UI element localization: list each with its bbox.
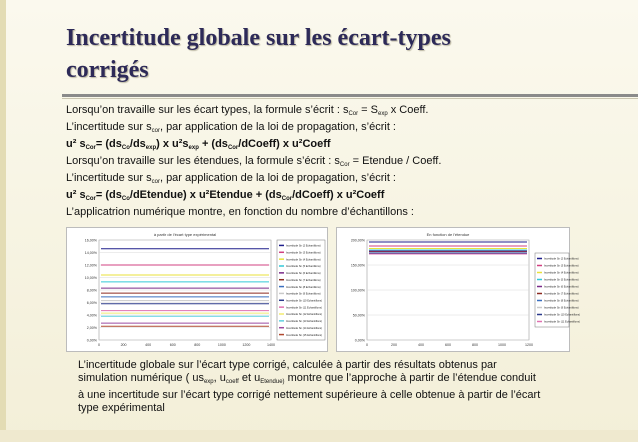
legend-entry: Incertitude Sn (3 Echantillons) [544, 264, 579, 268]
y-tick-label: 16,00% [84, 238, 97, 243]
x-tick-label: 0 [366, 343, 368, 347]
legend-entry: Incertitude Sn (7 Echantillons) [544, 292, 579, 296]
legend-entry: Incertitude Sn (9 Echantillons) [286, 292, 321, 296]
paragraph-etendues: Lorsqu’on travaille sur les étendues, la formule s’écrit : $s_{Cor}$ = Etendue / Coeff. [66, 155, 442, 168]
legend-entry: Incertitude Sn (11 Echantillons) [544, 320, 580, 324]
conclusion-line-2: simulation numérique ( $us_{exp}$, $u_{coeff}$ et $u_{Etendue)}$ montre que l’approche à partir de l’étendue conduit [78, 372, 536, 385]
legend-entry: Incertitude Sn (13 Echantillons) [286, 320, 323, 324]
slide-title-line2: corrigés [66, 57, 149, 83]
y-tick-label: 50,00% [352, 313, 365, 318]
title-divider [62, 94, 638, 97]
y-tick-label: 200,00% [350, 238, 365, 243]
y-tick-label: 10,00% [84, 276, 97, 280]
legend-entry: Incertitude Sn (5 Echantillons) [286, 265, 321, 269]
x-tick-label: 1200 [242, 343, 251, 347]
y-tick-label: 0,00% [86, 338, 97, 343]
slide-title-line1: Incertitude globale sur les écart-types [66, 25, 451, 51]
conclusion-line-4: type expérimental [78, 402, 165, 414]
paragraph-propagation-2: L’incertitude sur $s_{cor}$, par application de la loi de propagation, s’écrit : [66, 172, 396, 185]
conclusion-line-3: à une incertitude sur l’écart type corrigé nettement supérieure à celle obtenue à partir de l’écart [78, 389, 541, 401]
y-tick-label: 4,00% [86, 313, 97, 318]
paragraph-application: L’applicatrion numérique montre, en fonction du nombre d’échantillons : [66, 206, 414, 218]
legend-entry: Incertitude Sn (6 Echantillons) [544, 285, 579, 289]
formula-ecart-types: u² $s_{Cor}= (ds_{Co}/ds_{exp})$ x $u^2s_{exp}$ + $(ds_{Cor}/dCoeff)$ x u²Coeff [66, 138, 331, 151]
legend-entry: Incertitude Sn (4 Echantillons) [286, 258, 321, 262]
x-tick-label: 200 [120, 343, 127, 347]
legend-entry: Incertitude Sn (12 Echantillons) [286, 313, 323, 317]
conclusion-line-1: L’incertitude globale sur l’écart type corrigé, calculée à partir des résultats obtenus par [78, 359, 497, 371]
y-tick-label: 14,00% [84, 251, 97, 255]
chart-title: à partir de l'écart type expérimental [153, 232, 217, 237]
chart-title: En fonction de l'étendue [426, 232, 470, 237]
legend-entry: Incertitude Sn (10 Echantillons) [544, 313, 581, 317]
x-tick-label: 600 [169, 343, 176, 347]
title-divider-shadow [62, 98, 638, 99]
x-tick-label: 0 [98, 343, 100, 347]
x-tick-label: 400 [145, 343, 152, 347]
legend-entry: Incertitude Sn (14 Echantillons) [286, 326, 323, 330]
x-tick-label: 800 [194, 343, 201, 347]
x-tick-label: 600 [445, 343, 451, 347]
x-tick-label: 1400 [267, 343, 275, 347]
legend-entry: Incertitude Sn (8 Echantillons) [544, 299, 579, 303]
paragraph-ecart-types: Lorsqu’on travaille sur les écart types, la formule s’écrit : $s_{Cor} = S_{exp}$ x Coeff. [66, 104, 429, 117]
legend-entry: Incertitude Sn (10 Echantillons) [286, 299, 323, 303]
legend-entry: Incertitude Sn (11 Echantillons) [286, 306, 322, 310]
x-tick-label: 800 [472, 343, 478, 347]
chart-etendue [336, 227, 581, 352]
legend-entry: Incertitude Sn (2 Echantillons) [286, 244, 321, 248]
legend-entry: Incertitude Sn (9 Echantillons) [544, 306, 579, 310]
slide-bottom-strip [0, 430, 638, 442]
x-tick-label: 1200 [525, 343, 533, 347]
chart-ecart-type-svg [67, 228, 329, 353]
y-tick-label: 12,00% [84, 263, 97, 268]
x-tick-label: 400 [418, 343, 424, 347]
slide-title [66, 22, 586, 86]
y-tick-label: 150,00% [350, 263, 365, 268]
legend-entry: Incertitude Sn (7 Echantillons) [286, 278, 321, 282]
y-tick-label: 2,00% [86, 326, 97, 330]
slide-body [66, 102, 626, 221]
legend-box [277, 240, 325, 340]
legend-entry: Incertitude Sn (2 Echantillons) [544, 257, 579, 261]
chart-etendue-svg [337, 228, 581, 353]
formula-etendues: u² $s_{Cor}=$ $(ds_{Co}/dEtendue)$ x u²Etendue + $(ds_{Cor}/dCoeff)$ x u²Coeff [66, 189, 385, 202]
y-tick-label: 8,00% [86, 288, 97, 293]
legend-entry: Incertitude Sn (8 Echantillons) [286, 285, 321, 289]
legend-entry: Incertitude Sn (4 Echantillons) [544, 271, 579, 275]
x-tick-label: 1000 [217, 343, 226, 347]
conclusion-text [78, 359, 628, 415]
legend-entry: Incertitude Sn (15 Echantillons) [286, 333, 323, 337]
y-tick-label: 100,00% [350, 288, 365, 293]
paragraph-propagation-1: L’incertitude sur $s_{cor}$, par application de la loi de propagation, s’écrit : [66, 121, 396, 134]
x-tick-label: 1000 [498, 343, 506, 347]
y-tick-label: 6,00% [86, 301, 97, 305]
y-tick-label: 0,00% [354, 338, 365, 343]
slide-left-accent [0, 0, 6, 442]
x-tick-label: 200 [391, 343, 397, 347]
chart-ecart-type-experimental [66, 227, 328, 352]
legend-entry: Incertitude Sn (6 Echantillons) [286, 272, 321, 276]
legend-entry: Incertitude Sn (3 Echantillons) [286, 251, 321, 255]
legend-entry: Incertitude Sn (5 Echantillons) [544, 278, 579, 282]
